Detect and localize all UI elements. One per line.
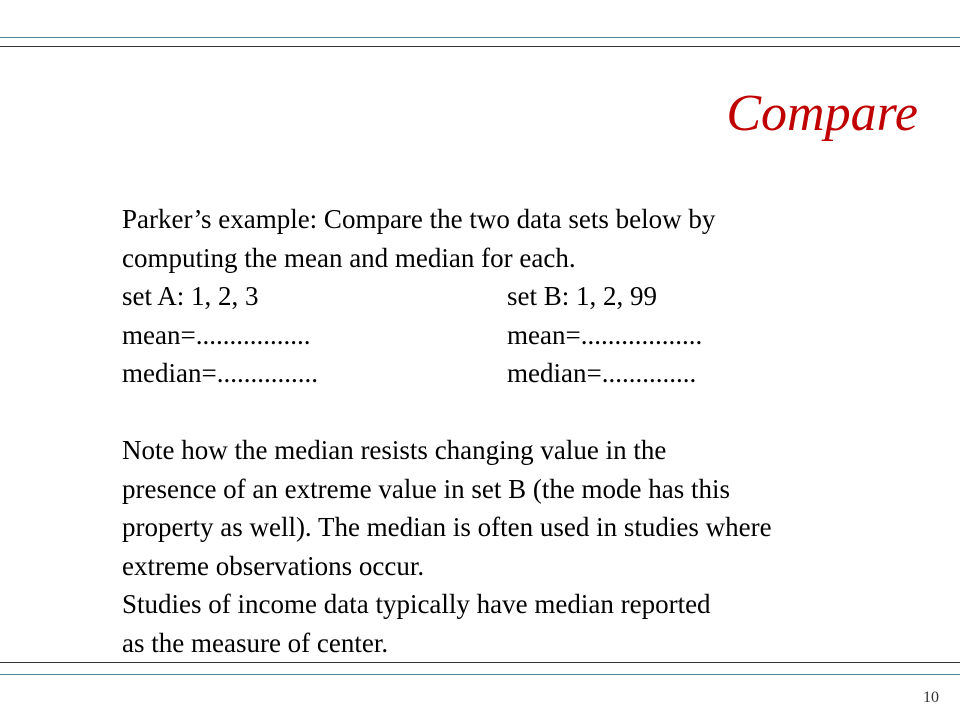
page-number: 10	[923, 689, 939, 706]
set-a-label: set A: 1, 2, 3	[122, 281, 259, 311]
mean-row	[122, 316, 922, 355]
blank-line	[122, 393, 922, 432]
note-line: property as well). The median is often used in studies where	[122, 512, 772, 542]
intro-line: computing the mean and median for each.	[122, 242, 576, 273]
bottom-rule-teal	[0, 674, 960, 675]
note-line: Note how the median resists changing value in the	[122, 435, 667, 465]
note-line: Studies of income data typically have median reported	[122, 589, 711, 619]
median-row	[122, 354, 922, 393]
set-b-median: median=..............	[507, 358, 697, 388]
set-b-label: set B: 1, 2, 99	[507, 281, 658, 311]
set-a-mean: mean=.................	[122, 319, 311, 350]
note-line: as the measure of center.	[122, 627, 389, 658]
slide-body	[122, 200, 922, 662]
top-rule-teal	[0, 37, 960, 38]
note-line: extreme observations occur.	[122, 550, 425, 581]
set-a-median: median=...............	[122, 358, 318, 388]
note-line: presence of an extreme value in set B (the mode has this	[122, 473, 731, 504]
bottom-rule-dark	[0, 662, 960, 663]
top-rule-dark	[0, 46, 960, 47]
intro-line: Parker’s example: Compare the two data sets below by	[122, 204, 716, 234]
set-b-mean: mean=..................	[507, 319, 703, 350]
set-label-row	[122, 277, 922, 316]
slide-title: Compare	[726, 85, 918, 142]
